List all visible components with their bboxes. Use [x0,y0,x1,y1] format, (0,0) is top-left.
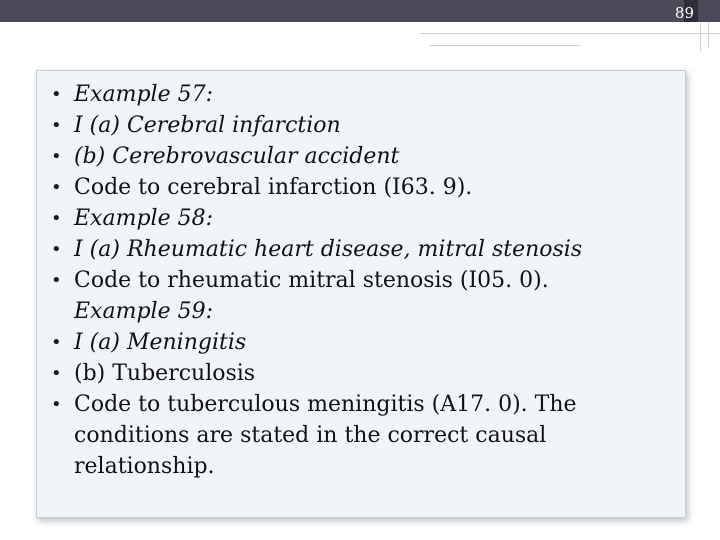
bullet-icon: • [51,394,62,415]
list-item [47,265,582,296]
list-item [47,327,582,358]
list-item-text: I (a) Cerebral infarction [74,113,341,138]
list-item-text: I (a) Rheumatic heart disease, mitral stenosis [74,237,583,262]
list-item [47,141,582,172]
list-item-text: Code to cerebral infarction (I63. 9). [74,175,473,200]
decorative-line [700,22,701,52]
bullet-icon: • [51,270,62,291]
bullet-icon: • [51,363,62,384]
bullet-list [47,79,582,482]
content-box [36,70,686,518]
slide-header-bar [0,0,720,22]
list-item-text: conditions are stated in the correct causal [74,423,547,448]
list-item [47,358,582,389]
bullet-icon: • [51,208,62,229]
bullet-icon: • [51,177,62,198]
list-item [47,296,582,327]
list-item-text: Code to tuberculous meningitis (A17. 0). The [74,392,577,417]
list-item [47,389,582,420]
decorative-line [708,22,709,48]
decorative-line [420,33,720,34]
bullet-icon: • [51,146,62,167]
list-item-text: Example 57: [74,82,213,107]
list-item-text: (b) Tuberculosis [74,361,256,386]
list-item [47,172,582,203]
bullet-icon: • [51,332,62,353]
list-item [47,203,582,234]
list-item-text: Example 59: [74,299,213,324]
bullet-icon: • [51,84,62,105]
list-item [47,451,582,482]
bullet-icon: • [51,239,62,260]
list-item [47,420,582,451]
list-item-text: relationship. [74,454,215,479]
list-item [47,110,582,141]
list-item [47,234,582,265]
list-item-text: Code to rheumatic mitral stenosis (I05. 0). [74,268,549,293]
page-number: 89 [674,4,694,22]
list-item-text: I (a) Meningitis [74,330,247,355]
decorative-line [430,45,580,46]
list-item-text: Example 58: [74,206,213,231]
list-item-text: (b) Cerebrovascular accident [74,144,400,169]
bullet-icon: • [51,115,62,136]
list-item [47,79,582,110]
